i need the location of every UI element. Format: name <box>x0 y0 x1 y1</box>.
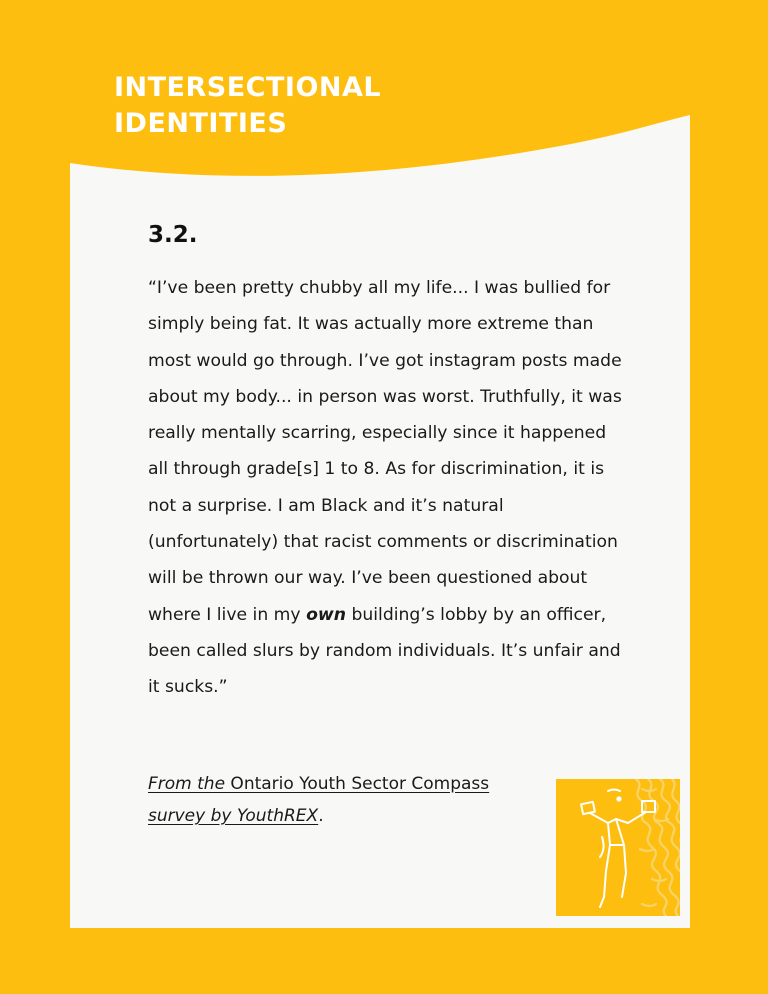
section-title <box>114 70 381 142</box>
quote-part1: “I’ve been pretty chubby all my life... I was bullied for simply being fat. It was actually more extreme than most would go through. I’ve got instagram posts made about my body... in person was worst. Truthfully, it was really mentally scarring, especially since it happened all through grade[s] 1 to 8. As for discrimination, it is not a surprise. I am Black and it’s natural (unfortunately) that racist comments or discrimination will be thrown our way. I’ve been questioned about where I live in my <box>148 278 622 625</box>
youth-juggling-figure-icon <box>556 779 680 916</box>
source-prefix: From the <box>148 774 226 794</box>
quote-text <box>148 270 628 706</box>
section-title-line1: INTERSECTIONAL <box>114 72 382 103</box>
source-citation <box>148 768 548 832</box>
quote-number: 3.2. <box>148 222 198 248</box>
source-suffix: survey by YouthREX <box>148 806 319 826</box>
source-end: . <box>318 806 324 826</box>
quote-emphasis: own <box>306 604 346 625</box>
source-survey-name: Ontario Youth Sector Compass <box>225 774 490 794</box>
section-title-line2: IDENTITIES <box>114 108 288 139</box>
quote-part2: building’s lobby by an officer, been called slurs by random individuals. It’s unfair and it sucks.” <box>148 604 621 698</box>
